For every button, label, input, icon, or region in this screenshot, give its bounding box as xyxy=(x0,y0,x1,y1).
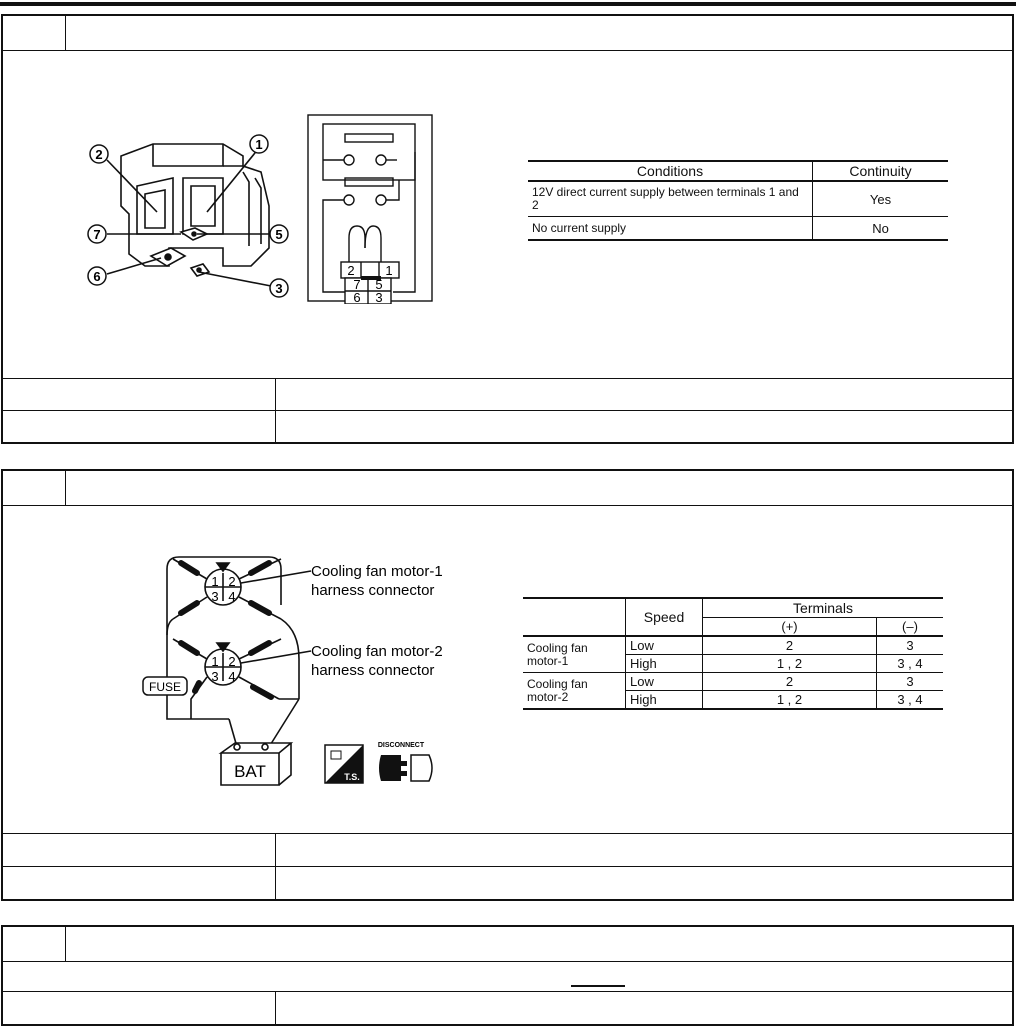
relay-label-2: 2 xyxy=(95,147,103,162)
battery-label: BAT xyxy=(234,762,266,781)
motor-1-high-minus: 3 , 4 xyxy=(877,655,944,673)
result-row-ok xyxy=(3,378,1012,411)
continuity-1: Yes xyxy=(813,181,949,217)
motor-1-name xyxy=(523,636,626,673)
schematic-pin-1: 1 xyxy=(385,263,393,278)
fuse-label: FUSE xyxy=(148,680,182,694)
conn1-pin-4: 4 xyxy=(228,589,236,604)
schematic-pin-5: 5 xyxy=(375,277,383,292)
reference-link-underline[interactable] xyxy=(571,985,625,987)
ts-label: T.S. xyxy=(344,772,360,782)
header-minus: (–) xyxy=(877,618,944,637)
header-blank xyxy=(523,598,626,636)
relay-label-3: 3 xyxy=(275,281,283,296)
header-continuity: Continuity xyxy=(813,161,949,181)
result-row xyxy=(3,991,1012,1025)
fan-motor-wiring-diagram xyxy=(139,549,469,795)
conn1-label-line2: harness connector xyxy=(311,582,435,599)
motor-1-low-plus: 2 xyxy=(703,636,877,655)
condition-2: No current supply xyxy=(528,217,813,241)
motor-2-high-plus: 1 , 2 xyxy=(703,691,877,710)
relay-label-7: 7 xyxy=(93,227,101,242)
result-label-cell xyxy=(3,867,276,900)
motor-2-name-line1: Cooling fan xyxy=(527,676,588,691)
conn1-pin-3: 3 xyxy=(211,589,219,604)
conn2-pin-3: 3 xyxy=(211,669,219,684)
fan-terminal-table xyxy=(523,597,943,710)
step-number-cell xyxy=(3,927,66,961)
header-conditions: Conditions xyxy=(528,161,813,181)
result-label-cell xyxy=(3,411,276,443)
conn1-pin-1: 1 xyxy=(211,574,219,589)
motor-2-name-line2: motor-2 xyxy=(527,689,569,704)
disconnect-icon xyxy=(378,742,432,781)
schematic-pin-7: 7 xyxy=(353,277,361,292)
conn2-pin-1: 1 xyxy=(211,654,219,669)
header-terminals: Terminals xyxy=(703,598,944,618)
panel-header xyxy=(3,471,1012,506)
schematic-pin-3: 3 xyxy=(375,290,383,304)
step-number-cell xyxy=(3,16,66,50)
fan-motor-check-panel xyxy=(1,469,1014,901)
condition-1: 12V direct current supply between terminals 1 and 2 xyxy=(528,181,813,217)
motor-2-high-minus: 3 , 4 xyxy=(877,691,944,710)
relay-label-5: 5 xyxy=(275,227,283,242)
motor-1-low-minus: 3 xyxy=(877,636,944,655)
conn1-label-line1: Cooling fan motor-1 xyxy=(311,563,443,580)
result-row-ng xyxy=(3,866,1012,900)
continuity-2: No xyxy=(813,217,949,241)
relay-label-1: 1 xyxy=(255,137,263,152)
motor-2-speed-high: High xyxy=(626,691,703,710)
conn2-pin-4: 4 xyxy=(228,669,236,684)
ts-icon xyxy=(325,745,363,783)
header-plus: (+) xyxy=(703,618,877,637)
panel-header xyxy=(3,16,1012,51)
motor-2-low-minus: 3 xyxy=(877,673,944,691)
relay-label-6: 6 xyxy=(93,269,101,284)
motor-2-name xyxy=(523,673,626,710)
panel-header xyxy=(3,927,1012,962)
result-label-cell xyxy=(3,992,276,1025)
relay-schematic xyxy=(307,114,433,304)
conn1-pin-2: 2 xyxy=(228,574,236,589)
disconnect-label: DISCONNECT xyxy=(377,742,425,749)
conn2-label-line2: harness connector xyxy=(311,662,435,679)
header-speed: Speed xyxy=(626,598,703,636)
result-row-ng xyxy=(3,410,1012,443)
relay-check-panel xyxy=(1,14,1014,444)
motor-1-high-plus: 1 , 2 xyxy=(703,655,877,673)
motor-1-name-line2: motor-1 xyxy=(527,653,569,668)
motor-2-low-plus: 2 xyxy=(703,673,877,691)
result-label-cell xyxy=(3,379,276,411)
motor-2-speed-low: Low xyxy=(626,673,703,691)
motor-1-name-line1: Cooling fan xyxy=(527,640,588,655)
top-rule xyxy=(0,2,1016,6)
relay-illustration xyxy=(73,116,303,306)
schematic-pin-6: 6 xyxy=(353,290,361,304)
motor-1-speed-high: High xyxy=(626,655,703,673)
result-label-cell xyxy=(3,834,276,867)
continuity-table xyxy=(528,160,948,241)
conn2-pin-2: 2 xyxy=(228,654,236,669)
step-number-cell xyxy=(3,471,66,505)
motor-1-speed-low: Low xyxy=(626,636,703,655)
schematic-pin-2: 2 xyxy=(347,263,355,278)
next-step-panel xyxy=(1,925,1014,1026)
conn2-label-line1: Cooling fan motor-2 xyxy=(311,643,443,660)
result-row-ok xyxy=(3,833,1012,867)
